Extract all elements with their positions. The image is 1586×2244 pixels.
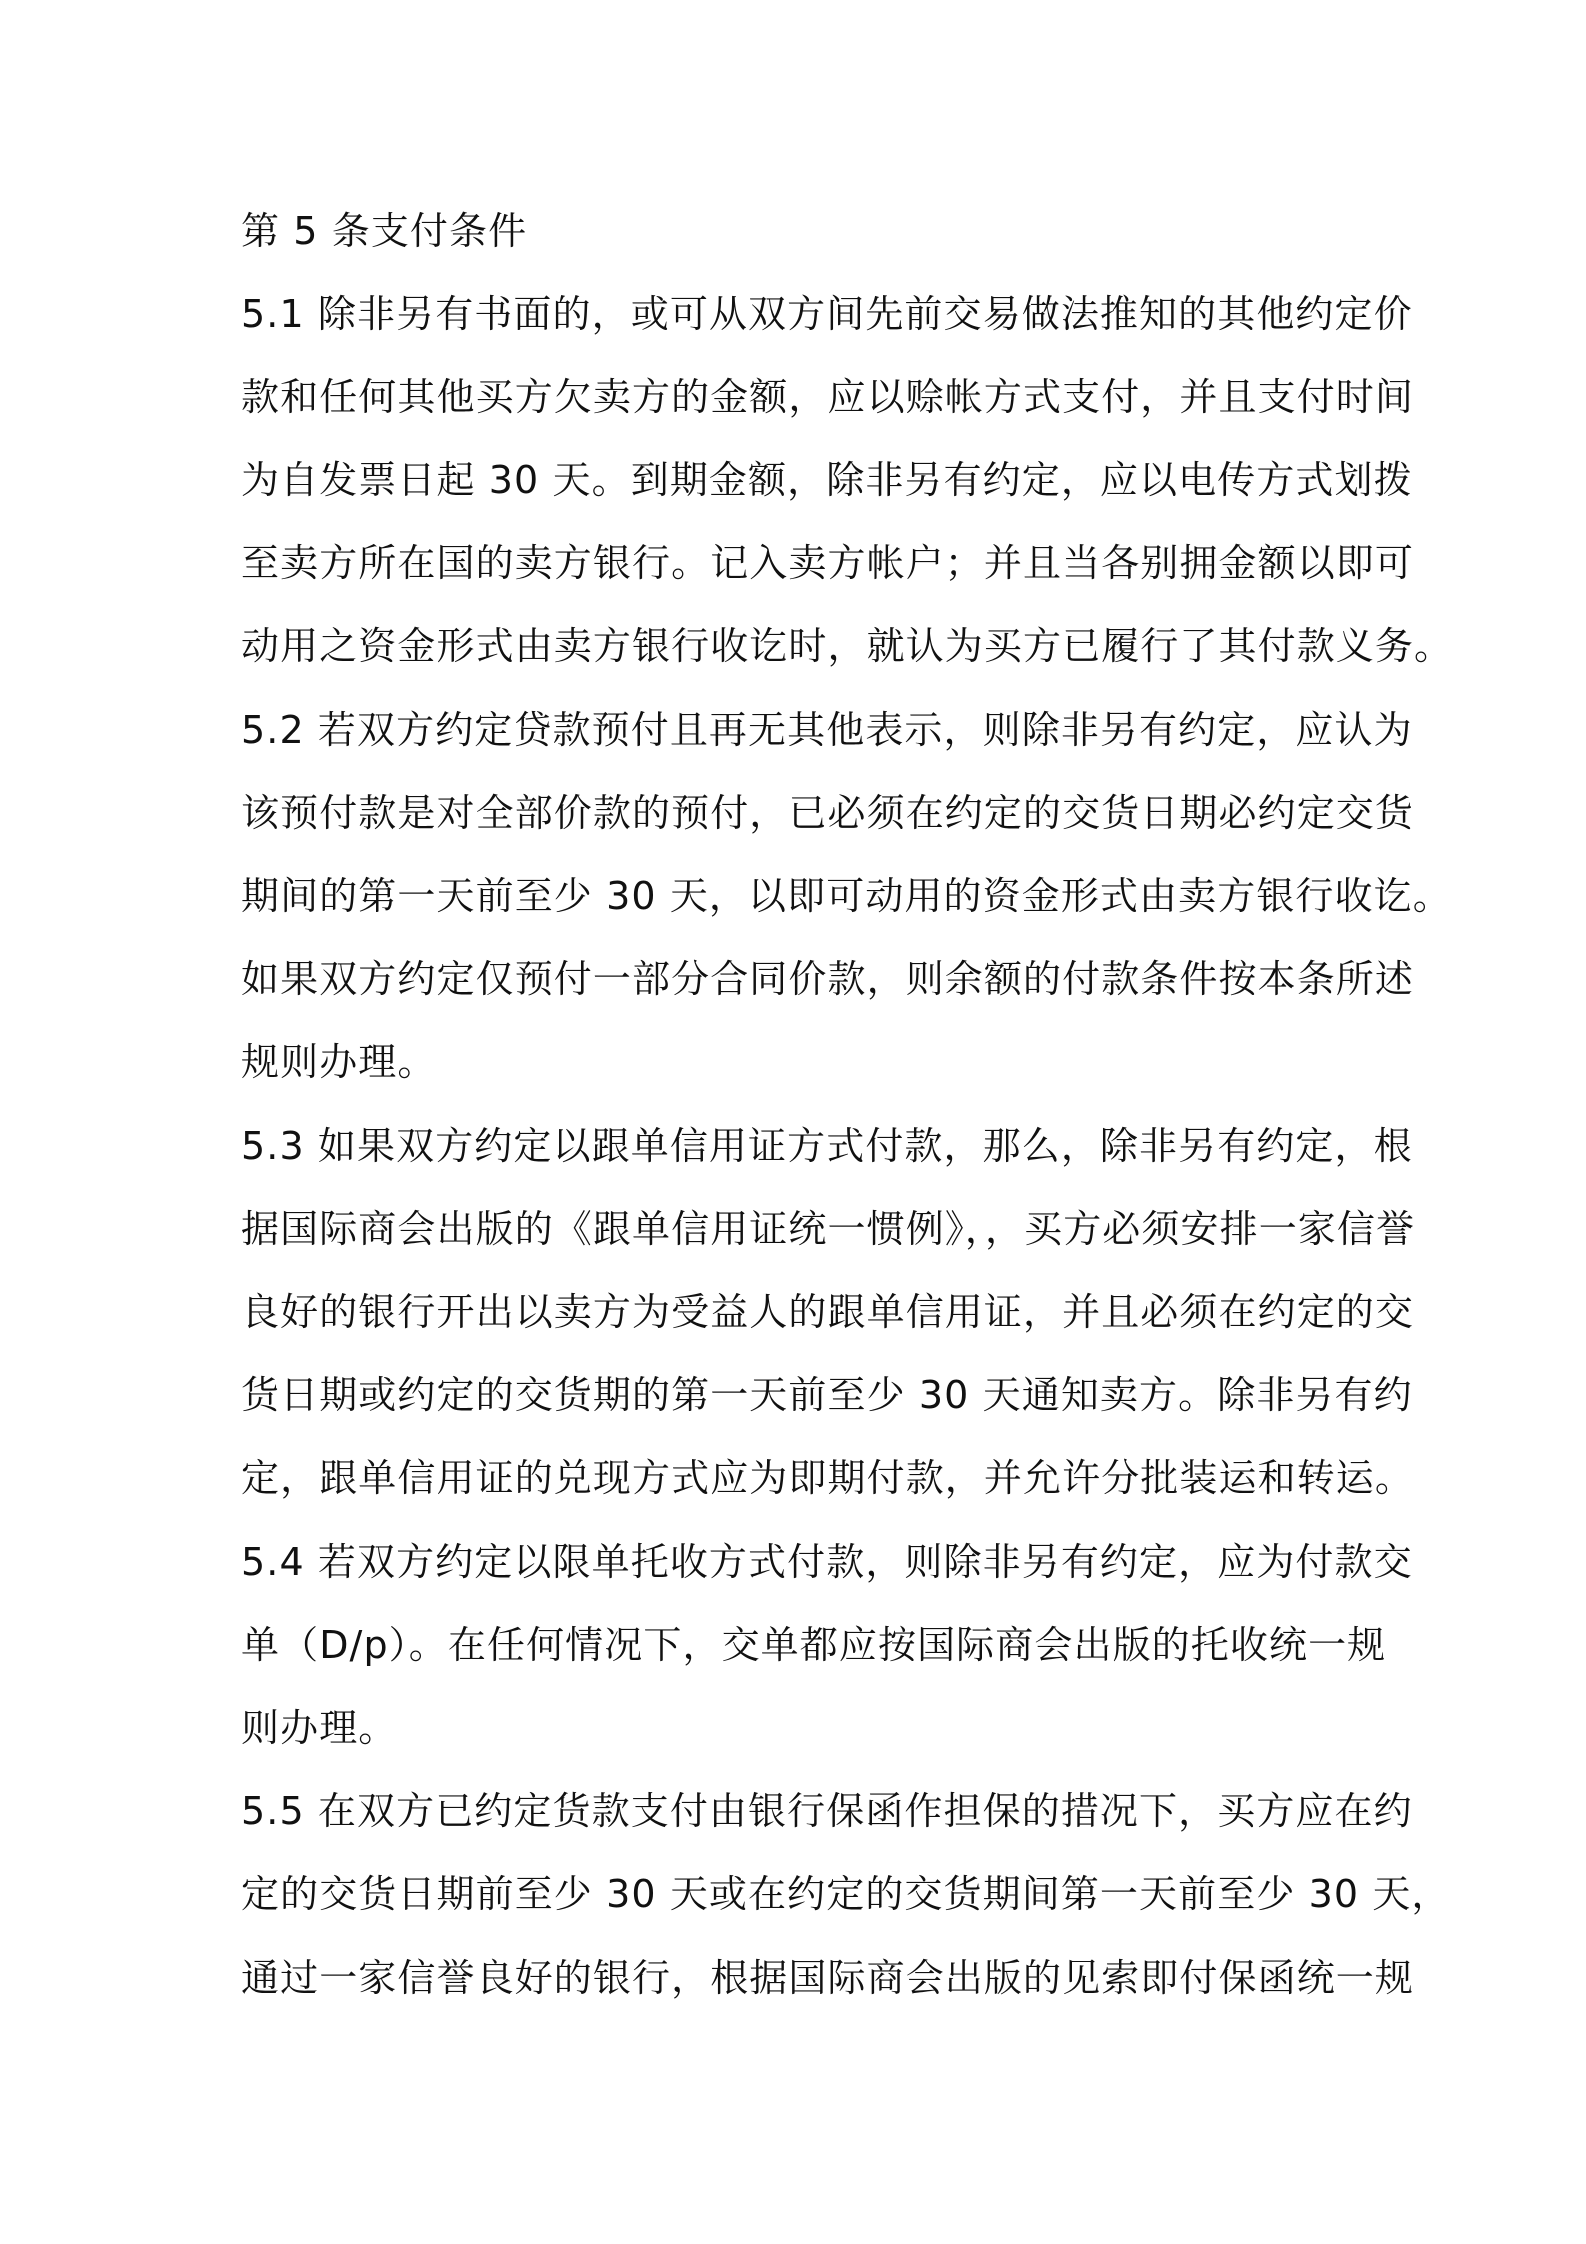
text-line: 据国际商会出版的《跟单信用证统一惯例》，，买方必须安排一家信誉 [241,1207,1416,1251]
text-line: 为自发票日起 30 天。到期金额，除非另有约定，应以电传方式划拨 [241,458,1413,502]
text-line: 良好的银行开出以卖方为受益人的跟单信用证，并且必须在约定的交 [241,1290,1415,1334]
text-line: 5.1 除非另有书面的，或可从双方间先前交易做法推知的其他约定价 [241,292,1413,336]
text-line: 5.2 若双方约定贷款预付且再无其他表示，则除非另有约定，应认为 [241,708,1413,752]
text-line: 5.3 如果双方约定以跟单信用证方式付款，那么，除非另有约定，根 [241,1124,1413,1168]
text-line: 动用之资金形式由卖方银行收讫时，就认为买方已履行了其付款义务。 [241,624,1454,668]
text-line: 该预付款是对全部价款的预付，已必须在约定的交货日期必约定交货 [241,791,1415,835]
text-line: 定，跟单信用证的兑现方式应为即期付款，并允许分批装运和转运。 [241,1456,1415,1500]
text-line: 货日期或约定的交货期的第一天前至少 30 天通知卖方。除非另有约 [241,1373,1413,1417]
text-line: 5.5 在双方已约定货款支付由银行保函作担保的措况下，买方应在约 [241,1789,1413,1833]
text-line: 5.4 若双方约定以限单托收方式付款，则除非另有约定，应为付款交 [241,1540,1413,1584]
text-line: 规则办理。 [241,1040,437,1084]
text-line: 则办理。 [241,1706,398,1750]
text-line: 至卖方所在国的卖方银行。记入卖方帐户；并且当各别拥金额以即可 [241,541,1415,585]
text-line: 单（D/p）。在任何情况下，交单都应按国际商会出版的托收统一规 [241,1623,1387,1667]
text-line: 如果双方约定仅预付一部分合同价款，则余额的付款条件按本条所述 [241,957,1415,1001]
text-line: 期间的第一天前至少 30 天，以即可动用的资金形式由卖方银行收讫。 [241,874,1452,918]
text-line: 款和任何其他买方欠卖方的金额，应以赊帐方式支付，并且支付时间 [241,375,1415,419]
text-line: 定的交货日期前至少 30 天或在约定的交货期间第一天前至少 30 天， [241,1872,1451,1916]
text-line: 通过一家信誉良好的银行，根据国际商会出版的见索即付保函统一规 [241,1956,1415,2000]
section-heading: 第 5 条支付条件 [241,209,528,253]
